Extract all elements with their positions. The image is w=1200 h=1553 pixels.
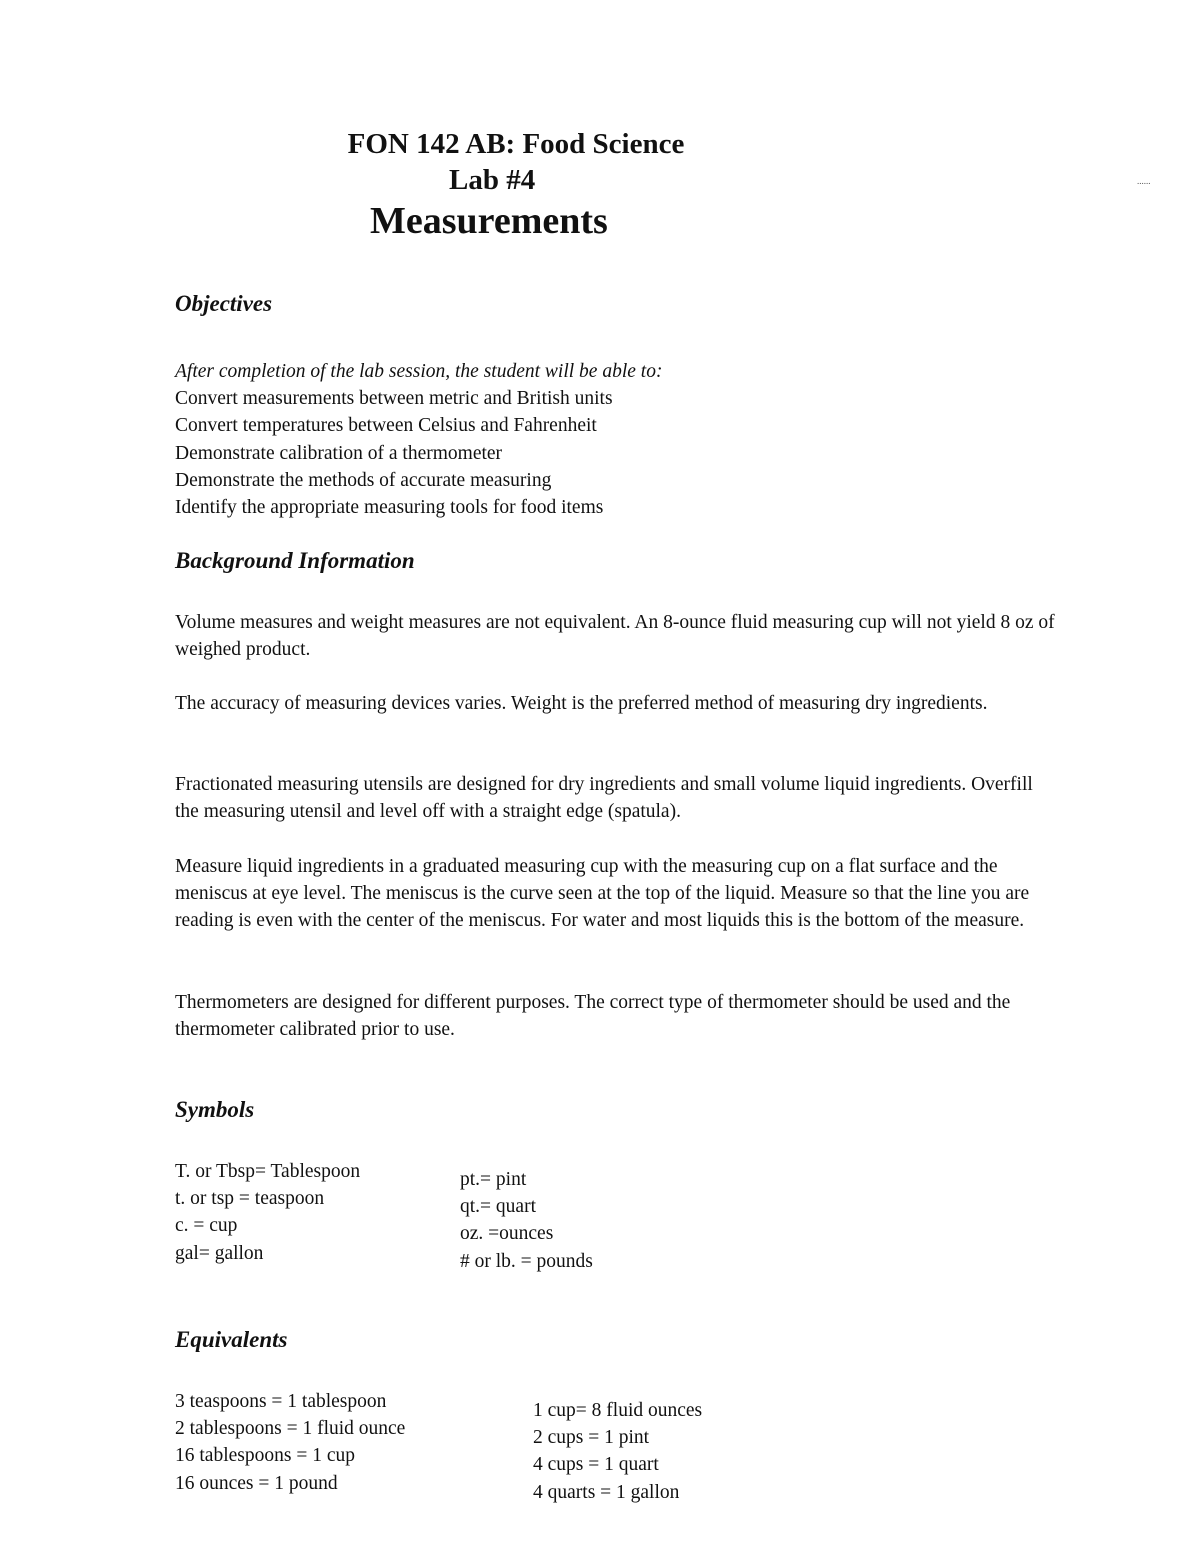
equivalent-entry: 16 tablespoons = 1 cup	[175, 1445, 355, 1467]
paragraph-line: ingredients. Overfill the measuring utensil and level off with a straight edge (spatula).	[175, 774, 1033, 823]
symbol-entry: pt.= pint	[460, 1169, 527, 1190]
objectives-intro: After completion of the lab session, the student will be able to:	[175, 361, 663, 382]
symbol-entry: c. = cup	[175, 1215, 238, 1237]
paragraph-line: should be used and the thermometer calibrated prior to use.	[175, 992, 1011, 1041]
symbol-entry: T. or Tbsp= Tablespoon	[175, 1161, 361, 1182]
symbols-left-column	[175, 1158, 360, 1267]
equivalents-heading: Equivalents	[175, 1327, 288, 1352]
equivalent-entry: 4 quarts = 1 gallon	[533, 1481, 680, 1503]
symbol-entry: gal= gallon	[175, 1242, 264, 1264]
paragraph-line: liquid. Measure so that the line you are reading is even with the center of the meniscus.	[175, 883, 1030, 932]
background-heading: Background Information	[175, 548, 415, 573]
objective-item: Demonstrate the methods of accurate measuring	[175, 469, 552, 491]
equivalent-entry: 2 tablespoons = 1 fluid ounce	[175, 1418, 406, 1440]
margin-mark: ......	[1137, 176, 1151, 186]
symbols-right-column	[460, 1166, 593, 1275]
equivalent-entry: 2 cups = 1 pint	[533, 1427, 650, 1449]
equivalent-entry: 3 teaspoons = 1 tablespoon	[175, 1391, 387, 1412]
symbols-heading: Symbols	[175, 1097, 255, 1122]
objectives-list	[175, 358, 1055, 521]
background-paragraph	[175, 609, 1055, 663]
objective-item: Demonstrate calibration of a thermometer	[175, 442, 503, 464]
paragraph-line: Measure liquid ingredients in a graduated measuring cup with the measuring cup on a flat	[175, 856, 875, 877]
equivalent-entry: 4 cups = 1 quart	[533, 1454, 659, 1476]
symbol-entry: t. or tsp = teaspoon	[175, 1188, 325, 1210]
page-title: Measurements	[370, 200, 608, 242]
paragraph-line: For water and most liquids this is the bottom of the measure.	[550, 910, 1025, 932]
equivalent-entry: 1 cup= 8 fluid ounces	[533, 1400, 703, 1421]
paragraph-line: cup will not yield 8 oz of weighed product.	[175, 612, 1055, 661]
equivalents-right-column	[533, 1397, 702, 1506]
background-paragraph	[175, 853, 1055, 935]
equivalents-left-column	[175, 1388, 405, 1497]
paragraph-line: surface and the meniscus at eye level. The meniscus is the curve seen at the top of the	[175, 856, 998, 905]
course-title: FON 142 AB: Food Science	[347, 128, 685, 160]
background-paragraph	[175, 690, 1055, 717]
background-paragraph	[175, 989, 1055, 1043]
symbol-entry: # or lb. = pounds	[460, 1250, 593, 1272]
background-paragraph	[175, 771, 1055, 825]
equivalent-entry: 16 ounces = 1 pound	[175, 1472, 338, 1494]
lab-number: Lab #4	[449, 164, 536, 196]
symbol-entry: qt.= quart	[460, 1196, 536, 1218]
objectives-heading: Objectives	[175, 291, 273, 316]
symbol-entry: oz. =ounces	[460, 1223, 554, 1245]
paragraph-line: Thermometers are designed for different purposes. The correct type of thermometer	[175, 992, 828, 1013]
paragraph-line: The accuracy of measuring devices varies. Weight is the preferred method of measuring	[175, 693, 861, 714]
objective-item: Convert measurements between metric and British units	[175, 388, 613, 410]
paragraph-line: dry ingredients.	[865, 693, 988, 714]
paragraph-line: Volume measures and weight measures are not equivalent. An 8-ounce fluid measuring	[175, 612, 854, 633]
objective-item: Convert temperatures between Celsius and Fahrenheit	[175, 415, 597, 437]
paragraph-line: Fractionated measuring utensils are designed for dry ingredients and small volume liquid	[175, 774, 870, 795]
objective-item: Identify the appropriate measuring tools for food items	[175, 497, 604, 519]
